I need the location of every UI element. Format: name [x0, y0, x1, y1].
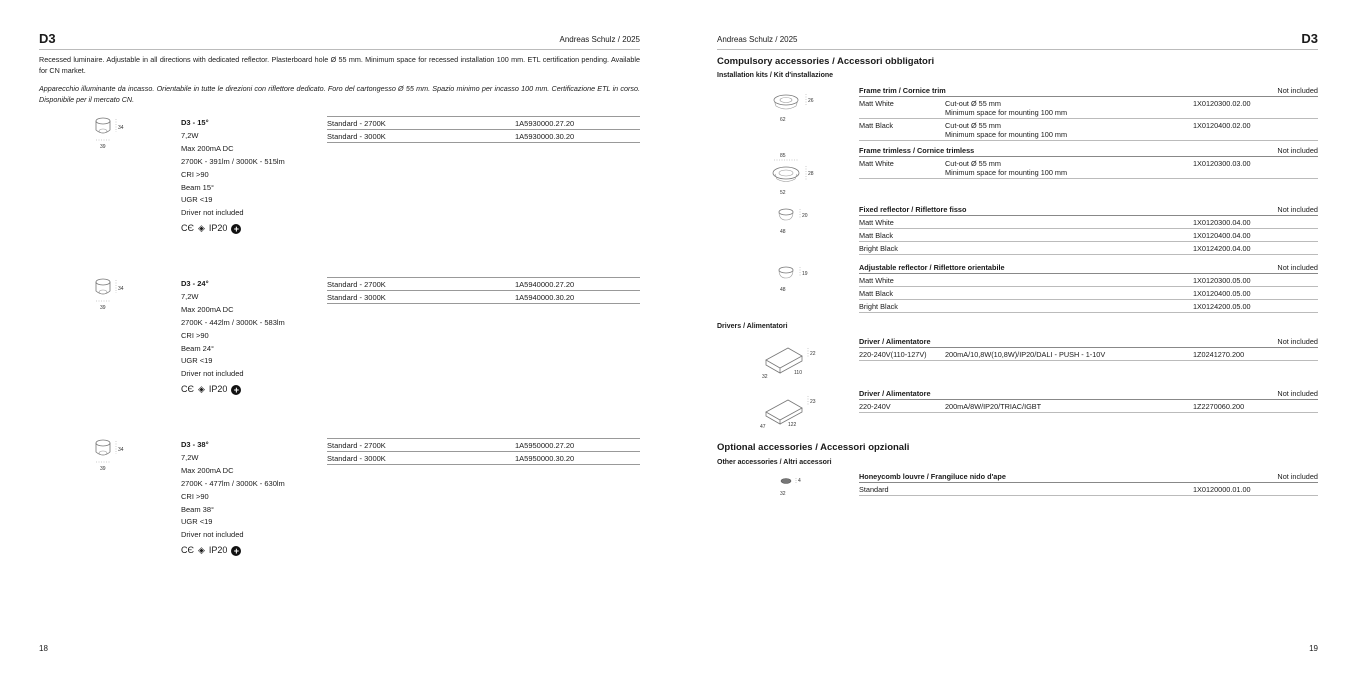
- height-dimension: 28: [808, 171, 814, 177]
- finish: Matt White: [859, 275, 894, 285]
- spec-power: 7,2W: [181, 291, 199, 301]
- frame-trim-drawing-icon: [766, 86, 816, 124]
- downlight-drawing-icon: [88, 275, 128, 315]
- spec-driver: Driver not included: [181, 530, 244, 540]
- group-name: Driver / Alimentatore: [859, 337, 931, 346]
- table-row: [327, 439, 640, 452]
- ip-rating: IP20: [208, 545, 228, 556]
- description-cutout: Cut-out Ø 55 mm: [945, 158, 1001, 168]
- height-dimension: 22: [810, 351, 816, 357]
- adjustable-reflector-group: [859, 263, 1318, 313]
- width-dimension: 85: [780, 153, 786, 159]
- certification-row: [181, 222, 285, 235]
- plus-icon: +: [231, 224, 241, 234]
- article-code: 1X0120300.03.00: [1193, 158, 1251, 168]
- spec-lumen: 2700K - 391lm / 3000K - 515lm: [181, 156, 285, 166]
- description-cutout: Cut-out Ø 55 mm: [945, 120, 1001, 130]
- finish: Matt Black: [859, 288, 894, 298]
- downlight-drawing-icon: [88, 114, 128, 154]
- not-included-label: Not included: [1277, 146, 1318, 155]
- group-header: [859, 472, 1318, 483]
- spec-ugr: UGR <19: [181, 195, 213, 205]
- ce-mark-icon: CЄ: [181, 545, 194, 556]
- table-row: [859, 216, 1318, 229]
- variant-code: 1A5950000.27.20: [515, 441, 575, 450]
- diameter-dimension: 52: [780, 190, 786, 196]
- finish: Matt White: [859, 98, 894, 108]
- table-row: [859, 119, 1318, 141]
- group-name: Honeycomb louvre / Frangiluce nido d'ape: [859, 472, 1006, 481]
- description-cutout: Cut-out Ø 55 mm: [945, 98, 1001, 108]
- diameter-dimension: 32: [780, 491, 786, 497]
- article-code: 1X0120300.04.00: [1193, 217, 1251, 227]
- installation-kits-label: Installation kits / Kit d'installazione: [717, 72, 834, 79]
- not-included-label: Not included: [1277, 337, 1318, 346]
- table-row: [859, 242, 1318, 255]
- spec-beam: Beam 38°: [181, 504, 215, 514]
- group-name: Fixed reflector / Riflettore fisso: [859, 205, 967, 214]
- height-dimension: 34: [118, 286, 124, 292]
- fixed-reflector-group: [859, 205, 1318, 255]
- article-code: 1Z2270060.200: [1193, 401, 1245, 411]
- honeycomb-louvre-drawing-icon: [774, 473, 814, 499]
- compulsory-title: Compulsory accessories / Accessori obbligatori: [717, 56, 935, 67]
- variant-name: Standard - 3000K: [327, 293, 386, 302]
- variant-name: Standard - 2700K: [327, 280, 386, 289]
- ip-rating: IP20: [208, 384, 228, 395]
- variant-name: Standard - 2700K: [327, 119, 386, 128]
- plus-icon: +: [231, 385, 241, 395]
- spec-beam: Beam 15°: [181, 182, 215, 192]
- frame-trim-group: [859, 86, 1318, 141]
- spec-current: Max 200mA DC: [181, 465, 234, 475]
- height-dimension: 23: [810, 399, 816, 405]
- article-code: 1X0120300.02.00: [1193, 98, 1251, 108]
- frame-trimless-drawing-icon: [766, 148, 816, 198]
- product-code: D3: [1301, 31, 1318, 46]
- product-specs: [181, 278, 285, 396]
- width-dimension: 47: [760, 424, 766, 430]
- drivers-label: Drivers / Alimentatori: [717, 323, 788, 330]
- spec-power: 7,2W: [181, 452, 199, 462]
- description-en: Recessed luminaire. Adjustable in all directions with dedicated reflector. Plasterboard hole Ø 55 mm. Minimum space for recessed installation 100 mm. ETL certification pending. Available for CN market.: [39, 55, 640, 75]
- variant-code: 1A5930000.27.20: [515, 119, 575, 128]
- diameter-dimension: 48: [780, 229, 786, 235]
- table-row: [327, 291, 640, 304]
- table-row: [859, 274, 1318, 287]
- article-code: 1X0120400.04.00: [1193, 230, 1251, 240]
- height-dimension: 20: [802, 213, 808, 219]
- not-included-label: Not included: [1277, 86, 1318, 95]
- diameter-dimension: 62: [780, 117, 786, 123]
- driver-drawing-icon: [758, 338, 818, 382]
- variant-code: 1A5930000.30.20: [515, 132, 575, 141]
- spec-current: Max 200mA DC: [181, 143, 234, 153]
- author-year: Andreas Schulz / 2025: [559, 35, 640, 44]
- width-dimension: 39: [100, 466, 106, 472]
- plus-icon: +: [231, 546, 241, 556]
- spec-cri: CRI >90: [181, 330, 209, 340]
- variant-name: Standard - 2700K: [327, 441, 386, 450]
- driver-dali-group: [859, 337, 1318, 361]
- finish: Matt White: [859, 158, 894, 168]
- article-code: 1X0120000.01.00: [1193, 484, 1251, 494]
- product-title: D3 - 24°: [181, 279, 209, 288]
- diamond-icon: ◈: [197, 223, 205, 234]
- group-header: [859, 146, 1318, 157]
- group-header: [859, 263, 1318, 274]
- page-number: 19: [1309, 644, 1318, 653]
- optional-title: Optional accessories / Accessori opzionali: [717, 442, 910, 453]
- not-included-label: Not included: [1277, 263, 1318, 272]
- group-header: [859, 337, 1318, 348]
- header-divider: [39, 49, 640, 50]
- group-header: [859, 86, 1318, 97]
- product-specs: [181, 439, 285, 557]
- height-dimension: 26: [808, 98, 814, 104]
- ce-mark-icon: CЄ: [181, 384, 194, 395]
- spec-ugr: UGR <19: [181, 517, 213, 527]
- frame-trimless-group: [859, 146, 1318, 179]
- article-code: 1X0124200.05.00: [1193, 301, 1251, 311]
- spec-lumen: 2700K - 477lm / 3000K - 630lm: [181, 478, 285, 488]
- voltage: 220-240V(110-127V): [859, 349, 927, 359]
- table-row: [859, 287, 1318, 300]
- variant-code: 1A5950000.30.20: [515, 454, 575, 463]
- width-dimension: 32: [762, 374, 768, 380]
- product-title: D3 - 15°: [181, 118, 209, 127]
- finish: Bright Black: [859, 301, 898, 311]
- variant-code: 1A5940000.27.20: [515, 280, 575, 289]
- variant-table: [327, 116, 640, 143]
- driver-triac-group: [859, 389, 1318, 413]
- spec-lumen: 2700K - 442lm / 3000K - 583lm: [181, 317, 285, 327]
- right-page: [678, 0, 1356, 678]
- voltage: 220-240V: [859, 401, 891, 411]
- product-title: D3 - 38°: [181, 440, 209, 449]
- spec-cri: CRI >90: [181, 491, 209, 501]
- variant-name: Standard - 3000K: [327, 132, 386, 141]
- ce-mark-icon: CЄ: [181, 223, 194, 234]
- table-row: [859, 229, 1318, 242]
- spec-driver: Driver not included: [181, 369, 244, 379]
- table-row: [859, 483, 1318, 496]
- product-specs: [181, 117, 285, 235]
- article-code: 1X0120300.05.00: [1193, 275, 1251, 285]
- finish: Bright Black: [859, 243, 898, 253]
- diameter-dimension: 48: [780, 287, 786, 293]
- table-row: [859, 348, 1318, 361]
- variant-code: 1A5940000.30.20: [515, 293, 575, 302]
- author-year: Andreas Schulz / 2025: [717, 35, 798, 44]
- not-included-label: Not included: [1277, 472, 1318, 481]
- product-code: D3: [39, 31, 56, 46]
- variant-table: [327, 277, 640, 304]
- spec-cri: CRI >90: [181, 169, 209, 179]
- group-name: Adjustable reflector / Riflettore orientabile: [859, 263, 1005, 272]
- length-dimension: 110: [794, 370, 802, 376]
- finish: Matt Black: [859, 230, 894, 240]
- article-code: 1X0120400.05.00: [1193, 288, 1251, 298]
- driver-specs: 200mA/8W/IP20/TRIAC/IGBT: [945, 401, 1042, 411]
- spec-power: 7,2W: [181, 130, 199, 140]
- adjustable-reflector-drawing-icon: [770, 264, 816, 294]
- downlight-drawing-icon: [88, 436, 128, 476]
- table-row: [327, 130, 640, 143]
- description-space: Minimum space for mounting 100 mm: [945, 130, 1068, 139]
- article-code: 1Z0241270.200: [1193, 349, 1245, 359]
- spec-beam: Beam 24°: [181, 343, 215, 353]
- table-row: [327, 452, 640, 465]
- table-row: [327, 278, 640, 291]
- group-name: Frame trim / Cornice trim: [859, 86, 946, 95]
- variant-table: [327, 438, 640, 465]
- driver-specs: 200mA/10,8W(10,8W)/IP20/DALI - PUSH - 1-10V: [945, 349, 1106, 359]
- table-row: [327, 117, 640, 130]
- description-it: Apparecchio illuminante da incasso. Orientabile in tutte le direzioni con riflettore dedicato. Foro del cartongesso Ø 55 mm. Spazio minimo per incasso 100 mm. Certificazione ETL in corso. Disponibile per il mercato CN.: [39, 84, 640, 104]
- table-row: [859, 97, 1318, 119]
- fixed-reflector-drawing-icon: [770, 206, 816, 236]
- finish: Standard: [859, 484, 889, 494]
- group-name: Frame trimless / Cornice trimless: [859, 146, 975, 155]
- height-dimension: 34: [118, 125, 124, 131]
- ip-rating: IP20: [208, 223, 228, 234]
- not-included-label: Not included: [1277, 205, 1318, 214]
- not-included-label: Not included: [1277, 389, 1318, 398]
- honeycomb-louvre-group: [859, 472, 1318, 496]
- diamond-icon: ◈: [197, 545, 205, 556]
- variant-name: Standard - 3000K: [327, 454, 386, 463]
- header-divider: [717, 49, 1318, 50]
- page-number: 18: [39, 644, 48, 653]
- finish: Matt White: [859, 217, 894, 227]
- height-dimension: 19: [802, 271, 808, 277]
- other-accessories-label: Other accessories / Altri accessori: [717, 459, 832, 466]
- certification-row: [181, 383, 285, 396]
- group-name: Driver / Alimentatore: [859, 389, 931, 398]
- driver-drawing-icon: [758, 388, 818, 432]
- width-dimension: 39: [100, 305, 106, 311]
- article-code: 1X0124200.04.00: [1193, 243, 1251, 253]
- spec-current: Max 200mA DC: [181, 304, 234, 314]
- table-row: [859, 400, 1318, 413]
- table-row: [859, 300, 1318, 313]
- article-code: 1X0120400.02.00: [1193, 120, 1251, 130]
- finish: Matt Black: [859, 120, 894, 130]
- height-dimension: 4: [798, 478, 801, 484]
- width-dimension: 39: [100, 144, 106, 150]
- height-dimension: 34: [118, 447, 124, 453]
- length-dimension: 122: [788, 422, 797, 428]
- diamond-icon: ◈: [197, 384, 205, 395]
- group-header: [859, 389, 1318, 400]
- description-space: Minimum space for mounting 100 mm: [945, 108, 1068, 117]
- table-row: [859, 157, 1318, 179]
- description-space: Minimum space for mounting 100 mm: [945, 168, 1068, 177]
- spec-driver: Driver not included: [181, 208, 244, 218]
- certification-row: [181, 544, 285, 557]
- spec-ugr: UGR <19: [181, 356, 213, 366]
- group-header: [859, 205, 1318, 216]
